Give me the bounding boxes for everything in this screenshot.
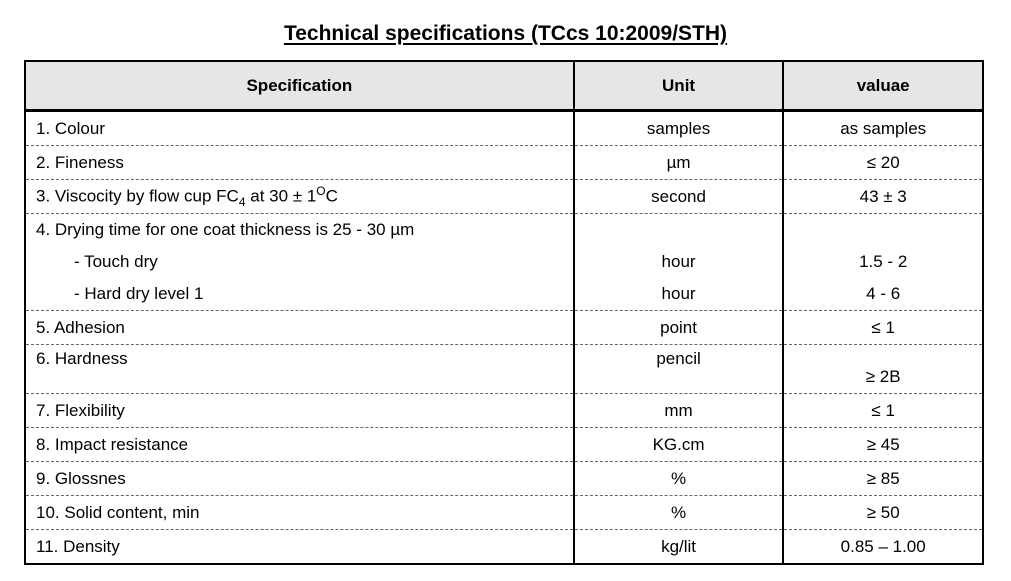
spec-text: C [325, 186, 338, 206]
spec-cell: 1. Colour [25, 111, 574, 146]
spec-cell [25, 246, 574, 278]
table-row [25, 428, 983, 462]
unit-cell: pencil [574, 345, 784, 394]
spec-text: 3. Viscocity by flow cup FC [36, 186, 239, 206]
value-cell: ≤ 1 [783, 311, 983, 345]
spec-cell: 4. Drying time for one coat thickness is 25 - 30 µm [36, 220, 415, 239]
spec-cell: 10. Solid content, min [25, 496, 574, 530]
spec-cell [25, 180, 574, 214]
value-cell: as samples [783, 111, 983, 146]
header-specification: Specification [25, 61, 574, 111]
table-row [25, 111, 983, 146]
spec-superscript: O [316, 183, 326, 198]
table-row [25, 345, 983, 394]
value-cell: ≤ 20 [783, 146, 983, 180]
spec-subitem: - Hard dry level 1 [74, 284, 204, 303]
table-row [25, 530, 983, 565]
table-row [25, 462, 983, 496]
unit-cell: % [574, 496, 784, 530]
unit-cell: % [574, 462, 784, 496]
table-row [25, 278, 983, 311]
spec-cell: 2. Fineness [25, 146, 574, 180]
unit-cell: hour [574, 246, 784, 278]
spec-cell: 9. Glossnes [25, 462, 574, 496]
value-cell: 1.5 - 2 [783, 246, 983, 278]
header-row [25, 61, 983, 111]
header-unit: Unit [574, 61, 784, 111]
spec-cell [25, 278, 574, 311]
unit-cell: µm [574, 146, 784, 180]
unit-cell [574, 214, 784, 247]
table-row [25, 496, 983, 530]
value-cell: ≥ 2B [783, 345, 983, 394]
unit-cell: mm [574, 394, 784, 428]
unit-cell: samples [574, 111, 784, 146]
table-row [25, 246, 983, 278]
table-row [25, 394, 983, 428]
spec-table [24, 60, 984, 565]
table-row [25, 311, 983, 345]
value-cell: ≥ 45 [783, 428, 983, 462]
title-text: Technical specifications (TCcs 10:2009/STH) [283, 22, 728, 45]
value-cell: 0.85 – 1.00 [783, 530, 983, 565]
value-cell: ≤ 1 [783, 394, 983, 428]
spec-subscript: 4 [238, 195, 246, 210]
value-cell: 4 - 6 [783, 278, 983, 311]
spec-cell: 5. Adhesion [25, 311, 574, 345]
unit-cell: point [574, 311, 784, 345]
value-cell: 43 ± 3 [783, 180, 983, 214]
unit-cell: kg/lit [574, 530, 784, 565]
spec-cell: 6. Hardness [25, 345, 574, 394]
unit-cell: second [574, 180, 784, 214]
spec-cell: 7. Flexibility [25, 394, 574, 428]
value-cell: ≥ 50 [783, 496, 983, 530]
header-value: valuae [783, 61, 983, 111]
page-title [0, 22, 1011, 46]
unit-cell: hour [574, 278, 784, 311]
spec-cell: 11. Density [36, 536, 120, 556]
table-row [25, 146, 983, 180]
table-row [25, 180, 983, 214]
spec-cell: 8. Impact resistance [25, 428, 574, 462]
spec-text: at 30 ± 1 [245, 186, 317, 206]
value-cell: ≥ 85 [783, 462, 983, 496]
table-row [25, 214, 983, 247]
value-cell [783, 214, 983, 247]
unit-cell: KG.cm [574, 428, 784, 462]
spec-subitem: - Touch dry [74, 252, 158, 271]
